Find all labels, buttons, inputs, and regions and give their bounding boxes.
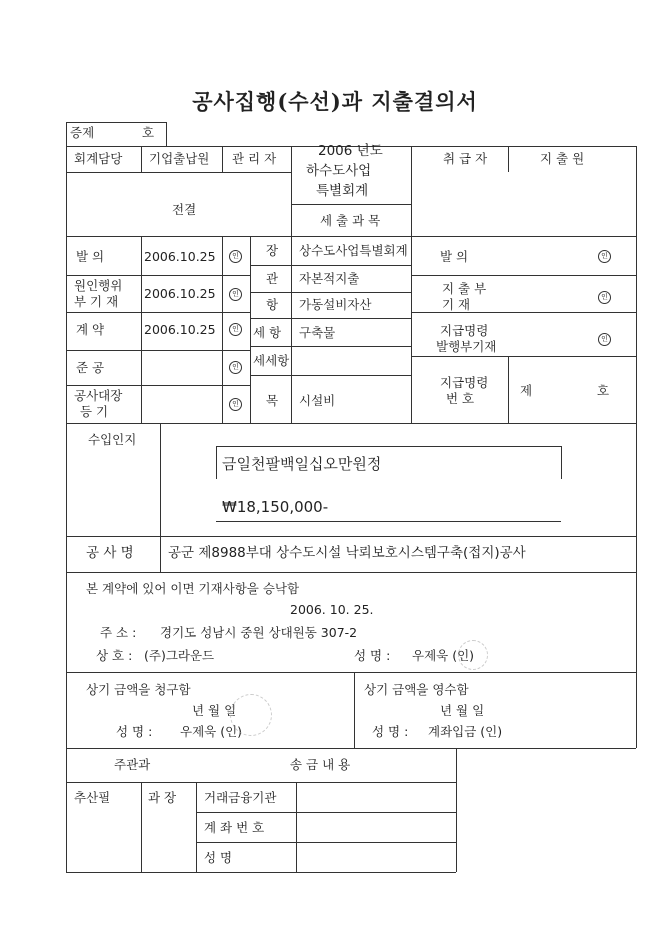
cause-label-1: 원인행위 xyxy=(74,278,123,293)
receipt-name-label: 성 명 : xyxy=(372,724,409,739)
receipt-name-value: 계좌입금 (인) xyxy=(428,724,503,739)
claim-seal xyxy=(230,694,272,736)
bank-label: 거래금융기관 xyxy=(204,790,277,805)
handler-label: 취 급 자 xyxy=(443,151,488,166)
jang-label: 장 xyxy=(266,243,279,258)
seal-mark: 인 xyxy=(229,250,242,263)
completion-label: 준 공 xyxy=(76,360,105,375)
cause-date: 2006.10.25 xyxy=(144,286,216,301)
company-label: 상 호 : xyxy=(96,648,133,663)
claim-title: 상기 금액을 청구함 xyxy=(86,682,191,697)
ledger-label-1: 공사대장 xyxy=(74,388,123,403)
remit-label: 송 금 내 용 xyxy=(290,757,351,772)
gwan-label: 관 xyxy=(266,271,279,286)
proposal-date: 2006.10.25 xyxy=(144,249,216,264)
document-title: 공사집행(수선)과 지출결의서 xyxy=(192,89,478,114)
ledger-label-2: 등 기 xyxy=(80,404,109,419)
agreement-name-value: 우제욱 (인) xyxy=(412,648,475,663)
sehang-label: 세 항 xyxy=(253,325,282,340)
hang-value: 가동설비자산 xyxy=(299,297,372,312)
account-label: 계 좌 번 호 xyxy=(204,820,265,835)
disbursement-book-1: 지 출 부 xyxy=(442,281,487,296)
company-value: (주)그라운드 xyxy=(144,648,215,663)
approval-label: 전결 xyxy=(172,202,197,217)
address-label: 주 소 : xyxy=(100,625,137,640)
payment-order-1: 지급명령 xyxy=(440,323,489,338)
seal-mark: 인 xyxy=(229,361,242,374)
holder-label: 성 명 xyxy=(204,850,233,865)
agreement-statement: 본 계약에 있어 이면 기재사항을 승낙함 xyxy=(86,581,300,596)
contract-label: 계 약 xyxy=(76,322,105,337)
mok-label: 목 xyxy=(266,393,279,408)
fund-name: 하수도사업 xyxy=(306,163,372,179)
adjust-label: 추산필 xyxy=(74,790,111,805)
seal-mark: 인 xyxy=(598,333,611,346)
jang-value: 상수도사업특별회계 xyxy=(299,243,408,258)
seal-mark: 인 xyxy=(229,288,242,301)
claim-name-value: 우제욱 (인) xyxy=(180,724,243,739)
cert-label: 증제 xyxy=(70,125,95,140)
order-no-prefix: 제 xyxy=(520,383,533,398)
right-proposal-label: 발 의 xyxy=(440,249,469,264)
gwan-value: 자본적지출 xyxy=(299,271,360,286)
seal-mark: 인 xyxy=(229,398,242,411)
receipt-title: 상기 금액을 영수함 xyxy=(364,682,469,697)
revenue-stamp-label: 수입인지 xyxy=(88,432,137,447)
address-value: 경기도 성남시 중원 상대원동 307-2 xyxy=(160,625,358,640)
cert-suffix: 호 xyxy=(142,125,155,140)
disbursement-book-2: 기 재 xyxy=(442,297,471,312)
order-number-1: 지급명령 xyxy=(440,375,489,390)
proposal-label: 발 의 xyxy=(76,249,105,264)
administrator-label: 관 리 자 xyxy=(232,151,277,166)
seal-mark: 인 xyxy=(598,291,611,304)
company-seal xyxy=(458,640,488,670)
receipt-date: 년 월 일 xyxy=(440,703,485,718)
fiscal-year: 2006 년도 xyxy=(318,143,383,159)
payment-order-2: 발행부기재 xyxy=(436,339,497,354)
manager-value: 기업출납원 xyxy=(149,151,210,166)
seal-mark: 인 xyxy=(229,323,242,336)
agreement-name-label: 성 명 : xyxy=(354,648,391,663)
claim-name-label: 성 명 : xyxy=(116,724,153,739)
contract-date: 2006.10.25 xyxy=(144,322,216,337)
agreement-date: 2006. 10. 25. xyxy=(290,602,374,617)
mok-value: 시설비 xyxy=(299,393,336,408)
special-account: 특별회계 xyxy=(316,183,369,199)
amount-korean: 금일천팔백일십오만원정 xyxy=(222,455,382,473)
hang-label: 항 xyxy=(266,297,279,312)
sesehang-label: 세세항 xyxy=(253,353,290,368)
dept-label: 주관과 xyxy=(114,757,151,772)
sehang-value: 구축물 xyxy=(299,325,336,340)
revenue-item-label: 세 출 과 목 xyxy=(320,213,381,228)
order-number-2: 번 호 xyxy=(446,391,475,406)
amount-number: ₩18,150,000- xyxy=(222,498,329,516)
order-no-suffix: 호 xyxy=(597,383,610,398)
disbursement-label: 지 출 원 xyxy=(540,151,585,166)
claim-date: 년 월 일 xyxy=(192,703,237,718)
account-manager-label: 회계담당 xyxy=(74,151,123,166)
seal-mark: 인 xyxy=(598,250,611,263)
project-label: 공 사 명 xyxy=(86,545,134,561)
chief-label: 과 장 xyxy=(148,790,177,805)
project-name: 공군 제8988부대 상수도시설 낙뢰보호시스템구축(접지)공사 xyxy=(168,545,526,561)
cause-label-2: 부 기 재 xyxy=(74,294,119,309)
